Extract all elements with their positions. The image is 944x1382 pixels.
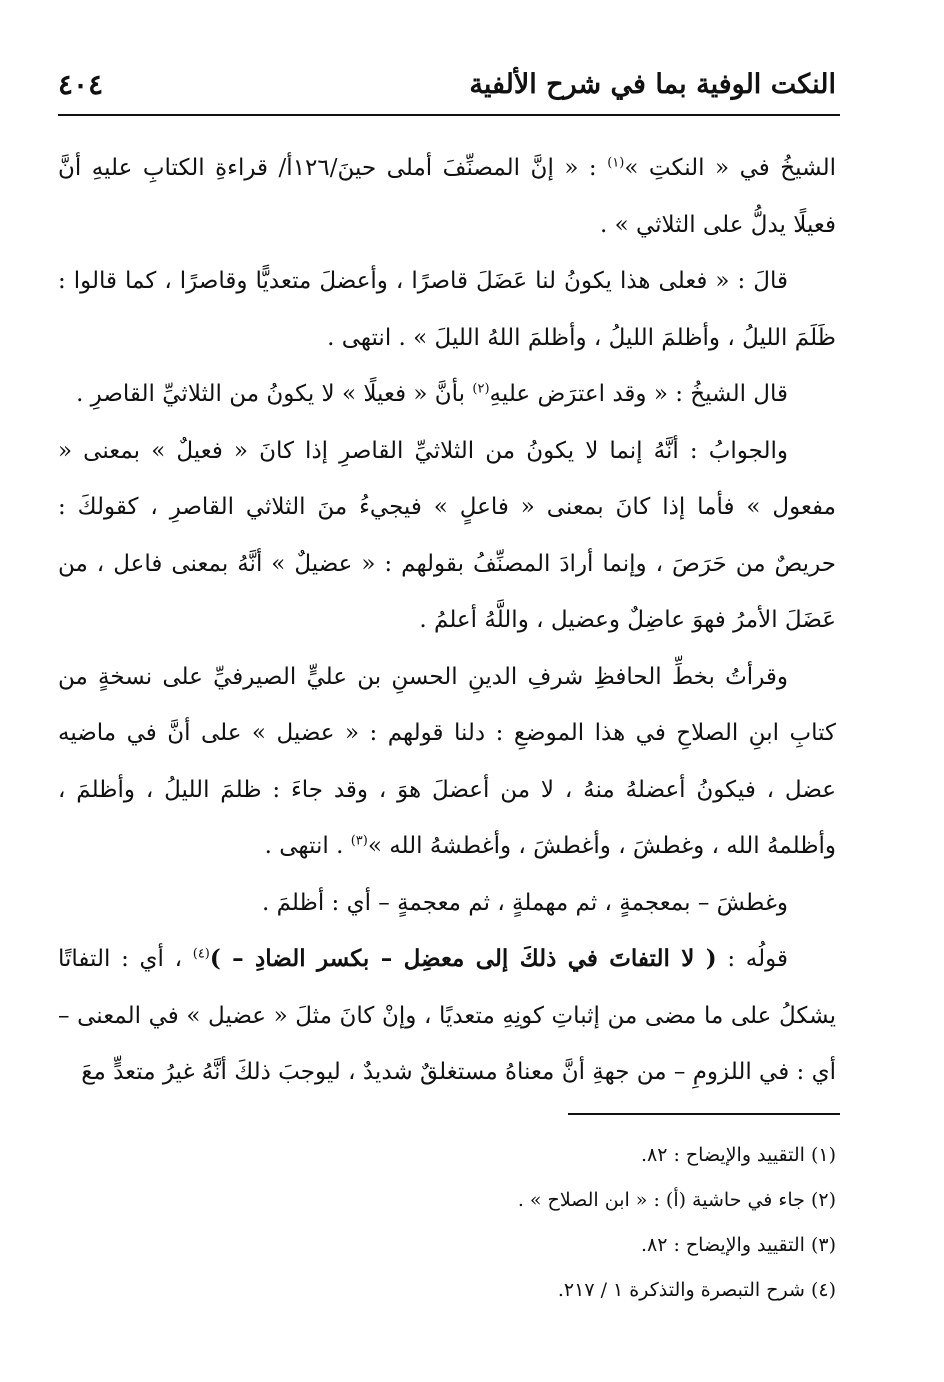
text-span: بأنَّ « فعيلًا » لا يكونُ من الثلاثيِّ القاصرِ . [76, 381, 466, 407]
text-span: قولُه : [727, 946, 789, 972]
paragraph-3 [58, 366, 836, 423]
footnote-ref-3: (٣) [350, 833, 368, 849]
paragraph-6: وغطشَ – بمعجمةٍ ، ثم مهملةٍ ، ثم معجمةٍ – أي : أظلمَ . [261, 889, 788, 916]
paragraph-1 [58, 140, 836, 253]
paragraph-4: والجوابُ : أنَّهُ إنما لا يكونُ من الثلاثيِّ القاصرِ إذا كانَ « فعيلٌ » بمعنى « مفعول » فأما إذا كانَ بمعنى « فاعلٍ » فيجيءُ منَ الثلاثي القاصرِ ، كقولكَ : حريصٌ من حَرَصَ ، وإنما أرادَ المصنِّفُ بقولهم : « عضيلٌ » أنَّهُ بمعنى فاعل ، من عَضَلَ الأمرُ فهوَ عاضِلٌ وعضيل ، واللَّهُ أعلمُ . [58, 437, 836, 633]
footnote-1: (١) التقييد والإيضاح : ٨٢. [640, 1144, 836, 1166]
footnote-2: (٢) جاء في حاشية (أ) : « ابن الصلاح » . [517, 1189, 836, 1211]
text-span: : « إنَّ المصنِّفَ أملى حينَ/١٢٦أ/ قراءةِ الكتابِ عليهِ أنَّ فعيلًا يدلُّ على الثلاثي » . [58, 155, 836, 238]
page-header [58, 60, 836, 108]
footnote-ref-1: (١) [607, 155, 625, 171]
text-span: وقرأتُ بخطِّ الحافظِ شرفِ الدينِ الحسنِ بن عليٍّ الصيرفيِّ على نسخةٍ من كتابِ ابنِ الصلاحِ في هذا الموضعِ : دلنا قولهم : « عضيل » على أنَّ في ماضيه عضل ، فيكونُ أعضلهُ منهُ ، لا من أعضلَ هوَ ، وقد جاءَ : ظلمَ الليلُ ، وأظلمَ ، وأظلمهُ الله ، وغطشَ ، وأغطشَ ، وأغطشهُ الله » [58, 663, 836, 859]
footnote-separator [568, 1113, 840, 1115]
quoted-phrase: ( لا التفاتَ في ذلكَ إلى معضِل – بكسر الضادِ – ) [209, 945, 717, 972]
footnote-ref-4: (٤) [192, 946, 210, 962]
footnote-ref-2: (٢) [472, 381, 490, 397]
page-number: ٤٠٤ [58, 67, 104, 101]
footnote-3: (٣) التقييد والإيضاح : ٨٢. [640, 1234, 836, 1256]
text-span: قال الشيخُ : « وقد اعترَض عليهِ [489, 381, 788, 407]
text-span: ، أي : التفاتًا يشكلُ على ما مضى من إثباتِ كونِهِ متعديًا ، وإنْ كانَ مثلَ « عضيل » في المعنى – أي : في اللزومِ – من جهةِ أنَّ معناهُ مستغلقٌ شديدٌ ، ليوجبَ ذلكَ أنَّهُ غيرُ متعدٍّ معَ [58, 946, 836, 1085]
header-rule [58, 114, 840, 116]
main-text [58, 140, 836, 1085]
footnote-4: (٤) شرح التبصرة والتذكرة ١ / ٢١٧. [557, 1279, 836, 1301]
paragraph-2: قالَ : « فعلى هذا يكونُ لنا عَضَلَ قاصرًا ، وأعضلَ متعديًّا وقاصرًا ، كما قالوا : ظَلَمَ الليلُ ، وأظلمَ الليلُ ، وأظلمَ اللهُ الليلَ » . انتهى . [58, 268, 836, 351]
text-span: الشيخُ في « النكتِ » [624, 155, 836, 181]
paragraph-5 [58, 649, 836, 875]
footnotes [58, 1133, 836, 1313]
paragraph-7 [58, 931, 836, 1101]
text-span: . انتهى . [264, 833, 344, 859]
running-title: النكت الوفية بما في شرح الألفية [469, 68, 836, 100]
